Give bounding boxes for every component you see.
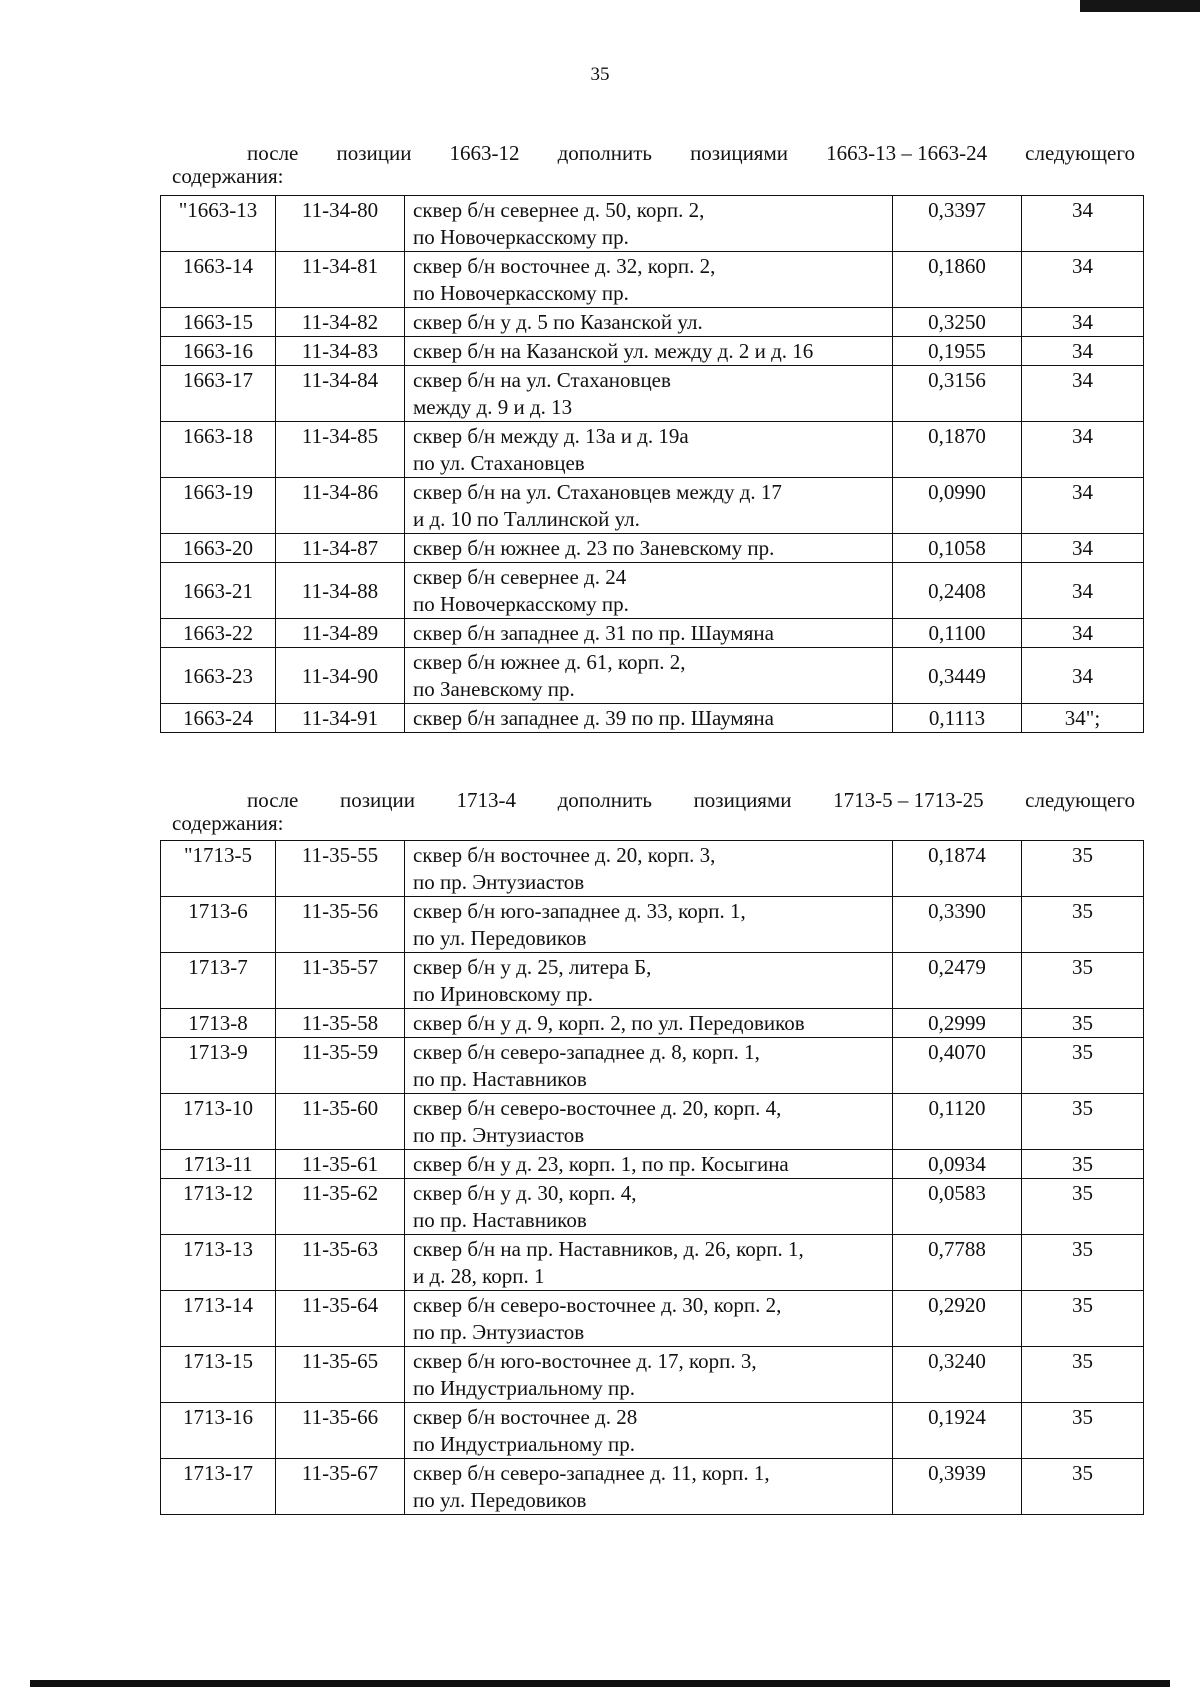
description-cell <box>405 1150 893 1179</box>
table-row <box>161 897 1144 953</box>
description-cell <box>405 1291 893 1347</box>
site-code-cell: 11-35-63 <box>276 1235 405 1291</box>
area-cell: 0,1874 <box>893 841 1022 897</box>
district-cell: 35 <box>1022 1179 1144 1235</box>
description-line: сквер б/н у д. 5 по Казанской ул. <box>413 310 703 334</box>
district-cell: 35 <box>1022 841 1144 897</box>
site-code-cell: 11-35-61 <box>276 1150 405 1179</box>
area-cell: 0,2479 <box>893 953 1022 1009</box>
site-code-cell: 11-34-88 <box>276 563 405 619</box>
position-number-cell: 1663-23 <box>161 648 276 704</box>
section2-intro-line1 <box>172 789 1135 812</box>
description-line: сквер б/н юго-западнее д. 33, корп. 1, <box>413 899 746 923</box>
table-row <box>161 308 1144 337</box>
position-number-cell: 1713-8 <box>161 1009 276 1038</box>
district-cell: 34 <box>1022 619 1144 648</box>
description-line: по Индустриальному пр. <box>413 1376 635 1400</box>
position-number-cell: 1663-21 <box>161 563 276 619</box>
intro-word: 1713-4 <box>456 788 517 812</box>
description-line: сквер б/н северо-восточнее д. 20, корп. 4, <box>413 1096 782 1120</box>
description-line: сквер б/н северо-западнее д. 11, корп. 1, <box>413 1461 770 1485</box>
site-code-cell: 11-34-81 <box>276 252 405 308</box>
description-cell <box>405 1347 893 1403</box>
description-line: сквер б/н восточнее д. 20, корп. 3, <box>413 843 716 867</box>
area-cell: 0,3390 <box>893 897 1022 953</box>
section1-intro <box>172 142 1135 188</box>
area-cell: 0,2999 <box>893 1009 1022 1038</box>
district-cell: 35 <box>1022 1235 1144 1291</box>
area-cell: 0,1955 <box>893 337 1022 366</box>
area-cell: 0,3449 <box>893 648 1022 704</box>
site-code-cell: 11-34-83 <box>276 337 405 366</box>
area-cell: 0,1120 <box>893 1094 1022 1150</box>
district-cell: 35 <box>1022 1347 1144 1403</box>
site-code-cell: 11-35-59 <box>276 1038 405 1094</box>
area-cell: 0,4070 <box>893 1038 1022 1094</box>
intro-word: 1663-13 – 1663-24 <box>826 141 988 165</box>
area-cell: 0,1860 <box>893 252 1022 308</box>
district-cell: 34 <box>1022 648 1144 704</box>
description-line: сквер б/н северо-западнее д. 8, корп. 1, <box>413 1040 760 1064</box>
table-row <box>161 1459 1144 1515</box>
district-cell: 34 <box>1022 478 1144 534</box>
description-cell <box>405 1038 893 1094</box>
position-number-cell: 1713-7 <box>161 953 276 1009</box>
description-line: по ул. Стахановцев <box>413 451 585 475</box>
page-number: 35 <box>590 64 610 85</box>
description-line: по Индустриальному пр. <box>413 1432 635 1456</box>
intro-word: позиции <box>336 141 412 165</box>
district-cell: 35 <box>1022 1038 1144 1094</box>
area-cell: 0,2920 <box>893 1291 1022 1347</box>
table-row <box>161 337 1144 366</box>
description-cell <box>405 337 893 366</box>
district-cell: 34 <box>1022 534 1144 563</box>
table-row <box>161 563 1144 619</box>
site-code-cell: 11-34-89 <box>276 619 405 648</box>
table-row <box>161 648 1144 704</box>
position-number-cell: 1663-20 <box>161 534 276 563</box>
table-row <box>161 366 1144 422</box>
area-cell: 0,1058 <box>893 534 1022 563</box>
table-row <box>161 841 1144 897</box>
position-number-cell: 1663-18 <box>161 422 276 478</box>
description-line: сквер б/н севернее д. 50, корп. 2, <box>413 198 705 222</box>
position-number-cell: 1663-14 <box>161 252 276 308</box>
area-cell: 0,3240 <box>893 1347 1022 1403</box>
section2-intro-line2: содержания: <box>172 811 284 835</box>
section1-table-body <box>161 196 1144 733</box>
district-cell: 34 <box>1022 563 1144 619</box>
position-number-cell: 1663-22 <box>161 619 276 648</box>
description-cell <box>405 1235 893 1291</box>
area-cell: 0,1100 <box>893 619 1022 648</box>
description-line: сквер б/н западнее д. 39 по пр. Шаумяна <box>413 706 774 730</box>
description-line: по ул. Передовиков <box>413 1488 587 1512</box>
district-cell: 34 <box>1022 196 1144 252</box>
description-line: сквер б/н восточнее д. 32, корп. 2, <box>413 254 716 278</box>
area-cell: 0,1113 <box>893 704 1022 733</box>
table-row <box>161 1009 1144 1038</box>
site-code-cell: 11-35-60 <box>276 1094 405 1150</box>
district-cell: 34 <box>1022 366 1144 422</box>
description-cell <box>405 366 893 422</box>
area-cell: 0,2408 <box>893 563 1022 619</box>
description-line: сквер б/н на пр. Наставников, д. 26, корп. 1, <box>413 1237 804 1261</box>
district-cell: 34"; <box>1022 704 1144 733</box>
position-number-cell: "1663-13 <box>161 196 276 252</box>
table-row <box>161 1179 1144 1235</box>
district-cell: 35 <box>1022 897 1144 953</box>
description-line: сквер б/н между д. 13а и д. 19а <box>413 424 689 448</box>
intro-word: после <box>247 141 299 165</box>
section1-intro-line1 <box>172 142 1135 165</box>
description-cell <box>405 648 893 704</box>
position-number-cell: 1713-12 <box>161 1179 276 1235</box>
description-cell <box>405 308 893 337</box>
intro-word: дополнить <box>557 141 652 165</box>
section2-intro <box>172 789 1135 835</box>
section1-table <box>160 195 1144 733</box>
description-cell <box>405 252 893 308</box>
area-cell: 0,1924 <box>893 1403 1022 1459</box>
table-row <box>161 1038 1144 1094</box>
table-row <box>161 252 1144 308</box>
description-cell <box>405 953 893 1009</box>
description-cell <box>405 841 893 897</box>
intro-word: следующего <box>1025 788 1135 812</box>
position-number-cell: 1713-17 <box>161 1459 276 1515</box>
description-line: сквер б/н западнее д. 31 по пр. Шаумяна <box>413 621 774 645</box>
site-code-cell: 11-34-87 <box>276 534 405 563</box>
position-number-cell: "1713-5 <box>161 841 276 897</box>
district-cell: 35 <box>1022 1459 1144 1515</box>
description-line: по Новочеркасскому пр. <box>413 281 629 305</box>
table-row <box>161 534 1144 563</box>
intro-word: позициями <box>693 788 792 812</box>
description-cell <box>405 897 893 953</box>
description-cell <box>405 1179 893 1235</box>
description-line: по пр. Энтузиастов <box>413 1123 585 1147</box>
description-cell <box>405 1403 893 1459</box>
description-line: по Ириновскому пр. <box>413 982 594 1006</box>
position-number-cell: 1713-14 <box>161 1291 276 1347</box>
description-line: по пр. Энтузиастов <box>413 870 585 894</box>
site-code-cell: 11-35-66 <box>276 1403 405 1459</box>
site-code-cell: 11-34-90 <box>276 648 405 704</box>
intro-word: следующего <box>1025 141 1135 165</box>
description-line: по ул. Передовиков <box>413 926 587 950</box>
description-line: и д. 28, корп. 1 <box>413 1264 545 1288</box>
site-code-cell: 11-34-86 <box>276 478 405 534</box>
description-line: сквер б/н у д. 30, корп. 4, <box>413 1181 637 1205</box>
description-cell <box>405 478 893 534</box>
table-row <box>161 1150 1144 1179</box>
table-row <box>161 422 1144 478</box>
table-row <box>161 1094 1144 1150</box>
area-cell: 0,3939 <box>893 1459 1022 1515</box>
description-cell <box>405 1094 893 1150</box>
area-cell: 0,3397 <box>893 196 1022 252</box>
intro-word: позициями <box>690 141 788 165</box>
site-code-cell: 11-35-62 <box>276 1179 405 1235</box>
table-row <box>161 1235 1144 1291</box>
description-line: сквер б/н на ул. Стахановцев <box>413 368 671 392</box>
table-row <box>161 704 1144 733</box>
area-cell: 0,1870 <box>893 422 1022 478</box>
position-number-cell: 1663-24 <box>161 704 276 733</box>
intro-word: после <box>247 788 299 812</box>
description-line: сквер б/н на ул. Стахановцев между д. 17 <box>413 480 782 504</box>
district-cell: 35 <box>1022 1403 1144 1459</box>
district-cell: 35 <box>1022 953 1144 1009</box>
site-code-cell: 11-34-82 <box>276 308 405 337</box>
site-code-cell: 11-34-85 <box>276 422 405 478</box>
table-row <box>161 196 1144 252</box>
table-row <box>161 1291 1144 1347</box>
position-number-cell: 1713-6 <box>161 897 276 953</box>
description-cell <box>405 563 893 619</box>
description-cell <box>405 196 893 252</box>
area-cell: 0,3156 <box>893 366 1022 422</box>
description-line: сквер б/н северо-восточнее д. 30, корп. 2, <box>413 1293 782 1317</box>
position-number-cell: 1713-9 <box>161 1038 276 1094</box>
description-line: по пр. Наставников <box>413 1067 587 1091</box>
area-cell: 0,0934 <box>893 1150 1022 1179</box>
area-cell: 0,0583 <box>893 1179 1022 1235</box>
site-code-cell: 11-35-57 <box>276 953 405 1009</box>
description-line: по Заневскому пр. <box>413 677 575 701</box>
intro-word: 1663-12 <box>449 141 520 165</box>
description-line: по пр. Наставников <box>413 1208 587 1232</box>
position-number-cell: 1663-17 <box>161 366 276 422</box>
position-number-cell: 1713-11 <box>161 1150 276 1179</box>
site-code-cell: 11-34-84 <box>276 366 405 422</box>
site-code-cell: 11-35-67 <box>276 1459 405 1515</box>
site-code-cell: 11-35-55 <box>276 841 405 897</box>
description-line: сквер б/н на Казанской ул. между д. 2 и д. 16 <box>413 339 814 363</box>
section1-intro-line2: содержания: <box>172 164 284 188</box>
site-code-cell: 11-35-64 <box>276 1291 405 1347</box>
description-line: сквер б/н у д. 23, корп. 1, по пр. Косыгина <box>413 1152 789 1176</box>
district-cell: 35 <box>1022 1291 1144 1347</box>
description-line: между д. 9 и д. 13 <box>413 395 573 419</box>
table-row <box>161 478 1144 534</box>
section2-table <box>160 840 1144 1515</box>
site-code-cell: 11-34-80 <box>276 196 405 252</box>
scan-edge-bar-top <box>1080 0 1200 12</box>
site-code-cell: 11-34-91 <box>276 704 405 733</box>
district-cell: 34 <box>1022 252 1144 308</box>
description-cell <box>405 619 893 648</box>
district-cell: 34 <box>1022 422 1144 478</box>
description-line: сквер б/н у д. 9, корп. 2, по ул. Передовиков <box>413 1011 805 1035</box>
description-line: и д. 10 по Таллинской ул. <box>413 507 640 531</box>
district-cell: 35 <box>1022 1009 1144 1038</box>
site-code-cell: 11-35-65 <box>276 1347 405 1403</box>
description-line: сквер б/н у д. 25, литера Б, <box>413 955 652 979</box>
position-number-cell: 1713-10 <box>161 1094 276 1150</box>
description-cell <box>405 1459 893 1515</box>
position-number-cell: 1713-15 <box>161 1347 276 1403</box>
description-line: по Новочеркасскому пр. <box>413 592 629 616</box>
position-number-cell: 1713-16 <box>161 1403 276 1459</box>
scan-edge-bar-bottom <box>30 1680 1170 1687</box>
intro-word: дополнить <box>557 788 652 812</box>
site-code-cell: 11-35-58 <box>276 1009 405 1038</box>
description-cell <box>405 1009 893 1038</box>
district-cell: 35 <box>1022 1150 1144 1179</box>
description-line: сквер б/н юго-восточнее д. 17, корп. 3, <box>413 1349 757 1373</box>
intro-word: 1713-5 – 1713-25 <box>833 788 984 812</box>
district-cell: 35 <box>1022 1094 1144 1150</box>
area-cell: 0,0990 <box>893 478 1022 534</box>
site-code-cell: 11-35-56 <box>276 897 405 953</box>
area-cell: 0,7788 <box>893 1235 1022 1291</box>
description-cell <box>405 534 893 563</box>
table-row <box>161 619 1144 648</box>
description-line: сквер б/н южнее д. 61, корп. 2, <box>413 650 686 674</box>
position-number-cell: 1663-19 <box>161 478 276 534</box>
position-number-cell: 1713-13 <box>161 1235 276 1291</box>
district-cell: 34 <box>1022 337 1144 366</box>
position-number-cell: 1663-16 <box>161 337 276 366</box>
table-row <box>161 953 1144 1009</box>
description-line: по Новочеркасскому пр. <box>413 225 629 249</box>
table-row <box>161 1347 1144 1403</box>
description-line: по пр. Энтузиастов <box>413 1320 585 1344</box>
section2-table-body <box>161 841 1144 1515</box>
description-cell <box>405 704 893 733</box>
description-line: сквер б/н южнее д. 23 по Заневскому пр. <box>413 536 775 560</box>
intro-word: позиции <box>339 788 415 812</box>
description-line: сквер б/н севернее д. 24 <box>413 565 627 589</box>
table-row <box>161 1403 1144 1459</box>
area-cell: 0,3250 <box>893 308 1022 337</box>
position-number-cell: 1663-15 <box>161 308 276 337</box>
district-cell: 34 <box>1022 308 1144 337</box>
description-line: сквер б/н восточнее д. 28 <box>413 1405 638 1429</box>
description-cell <box>405 422 893 478</box>
